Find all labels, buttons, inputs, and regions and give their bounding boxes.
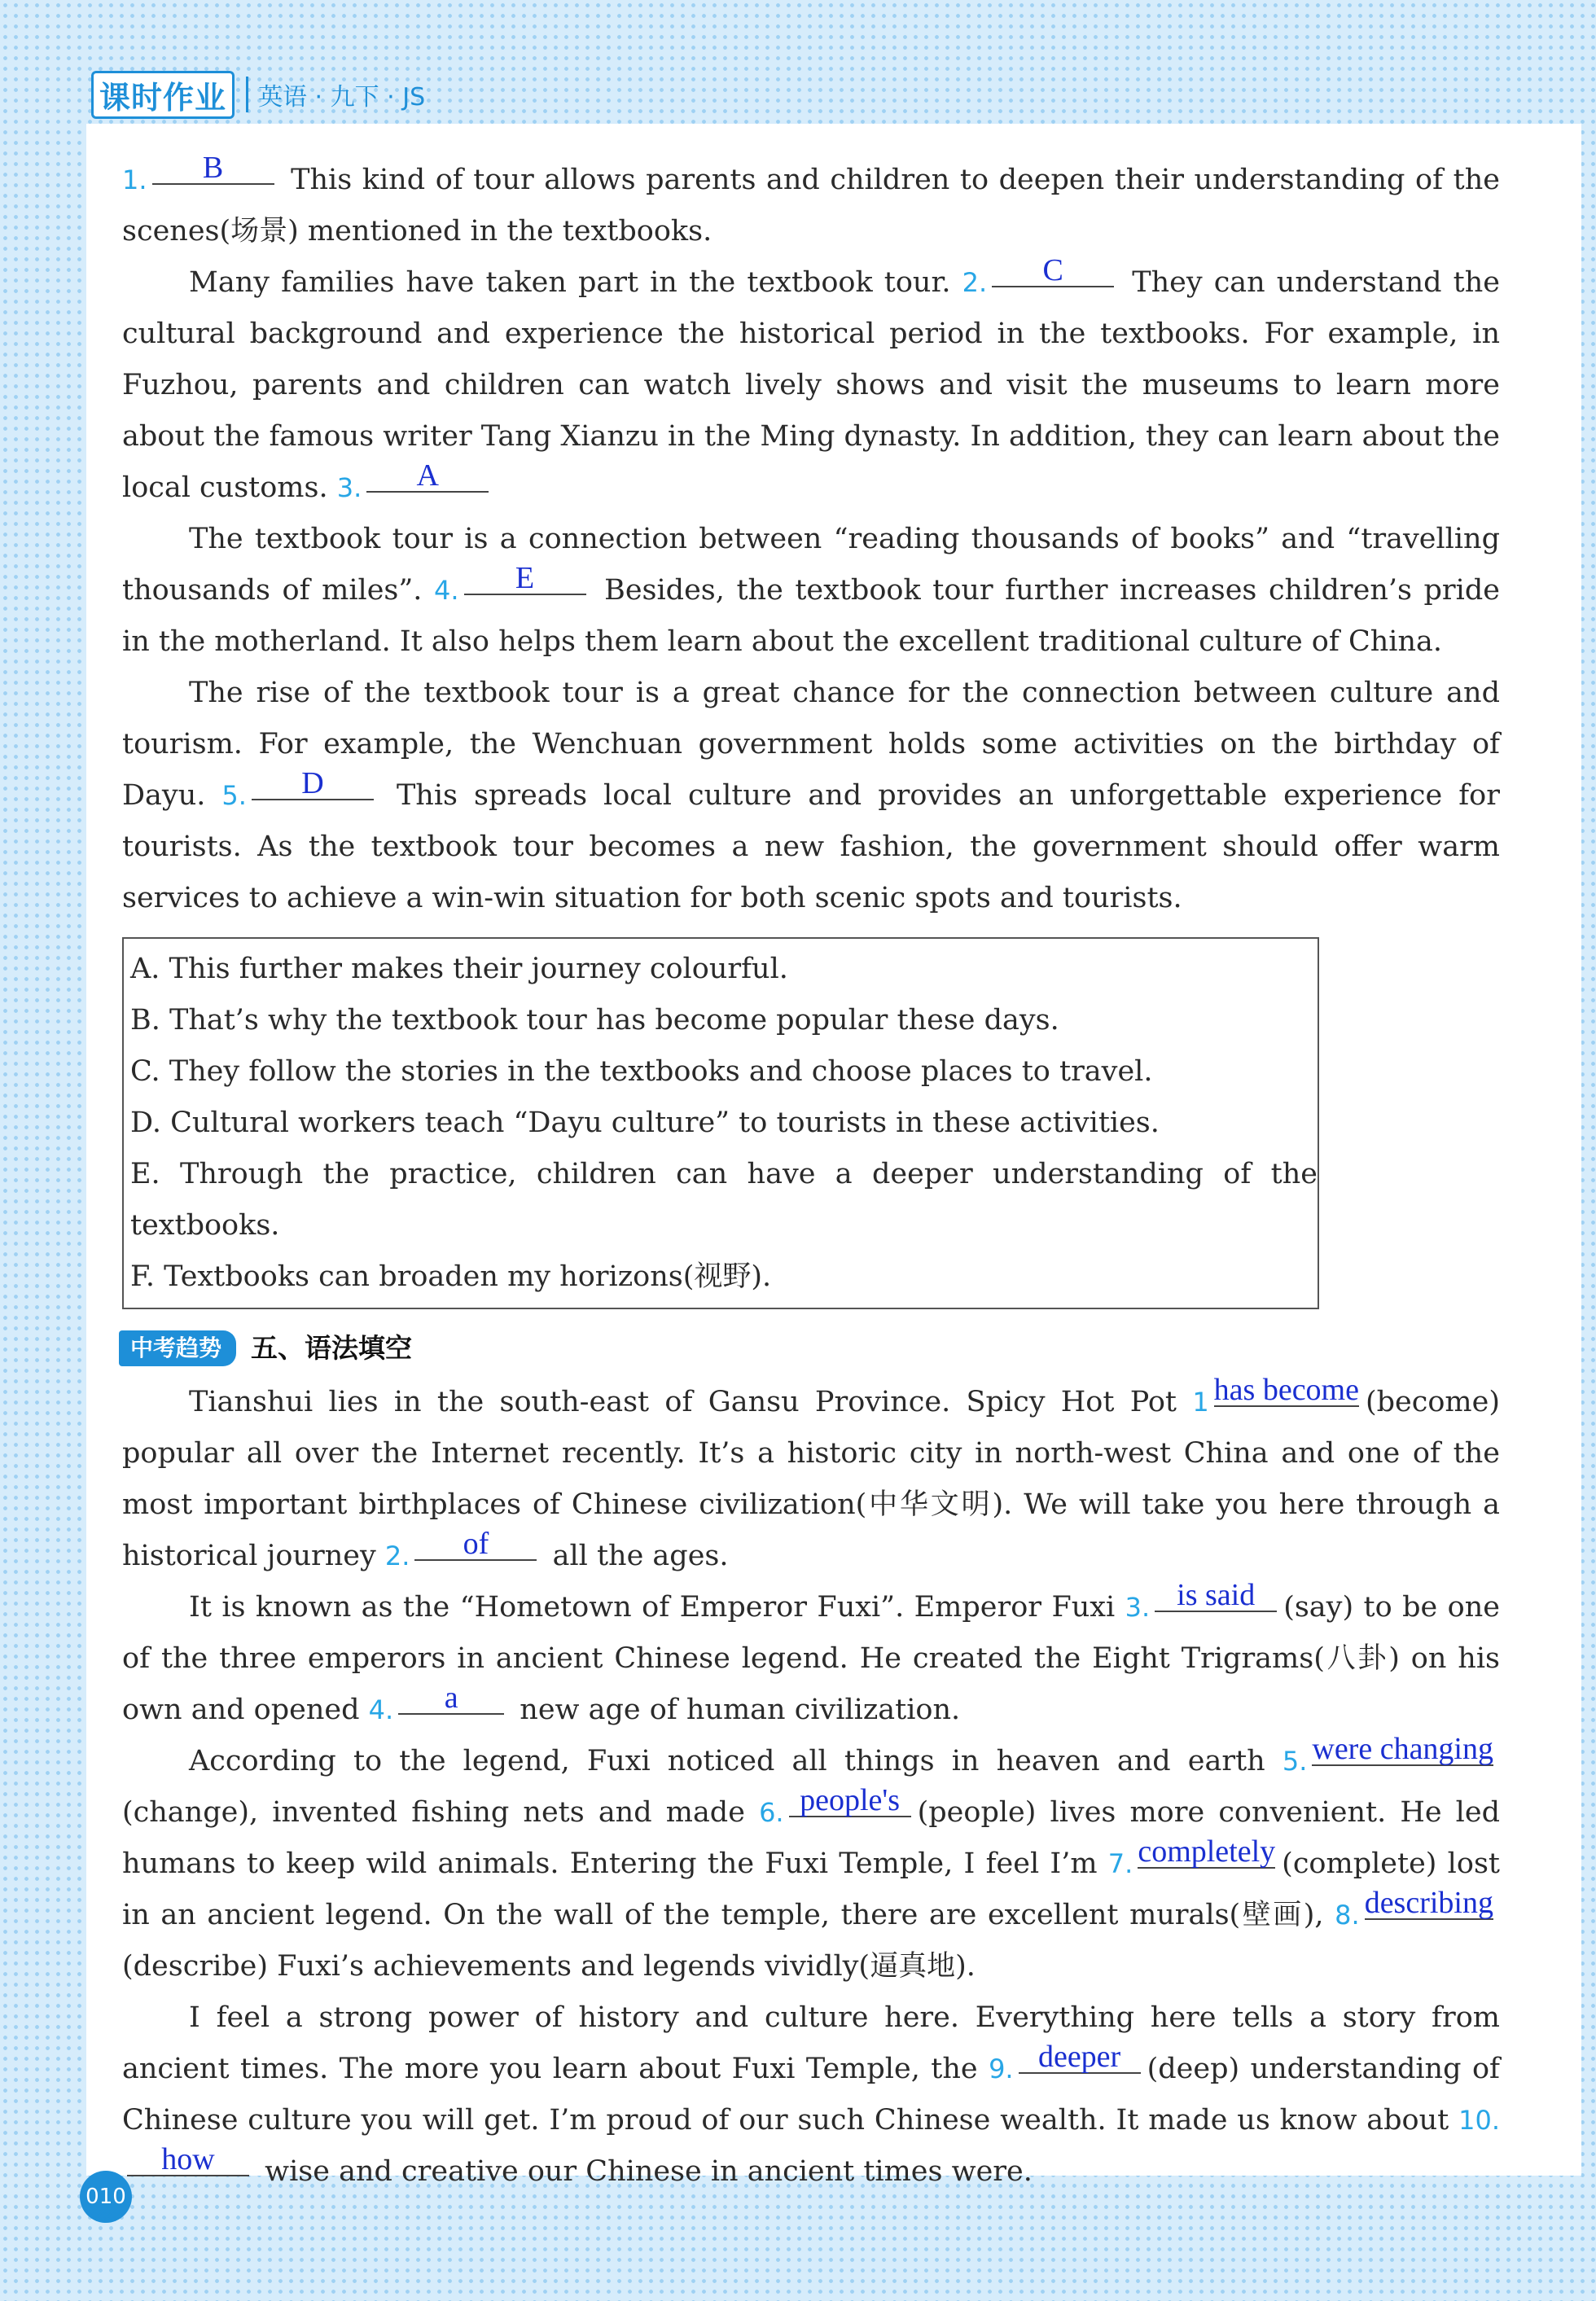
page-header <box>91 72 425 117</box>
para-text: They can understand the cultural background and experience the historical period in the textbooks. For example, in Fuzhou, parents and children can watch lively shows and visit the museums to learn more about the famous writer Tang Xianzu in the Ming dynasty. In addition, they can learn about the local customs. <box>122 266 1500 504</box>
para-text: wise and creative our Chinese in ancient times were. <box>265 2155 1033 2188</box>
para-text: all the ages. <box>552 1540 729 1572</box>
question-number: 2. <box>384 1541 410 1571</box>
question-number: 1 <box>1192 1387 1209 1418</box>
question-number: 9. <box>989 2053 1014 2084</box>
para-text: Tianshui lies in the south-east of Gansu Province. Spicy Hot Pot <box>189 1386 1177 1418</box>
grammar-blank-5[interactable]: were changing <box>1312 1732 1493 1766</box>
question-number: 7. <box>1107 1848 1133 1879</box>
section5-title: 五、语法填空 <box>251 1332 413 1364</box>
brand-logo: 课时作业 <box>91 71 235 119</box>
section5-para4 <box>122 1992 1500 2198</box>
grammar-blank-8[interactable]: describing <box>1364 1886 1493 1920</box>
passage1-para3 <box>122 514 1500 668</box>
question-number: 5. <box>221 780 247 811</box>
question-number: 10. <box>1458 2105 1500 2136</box>
question-number: 6. <box>759 1797 784 1828</box>
answer-blank-2[interactable]: C <box>992 255 1114 287</box>
grammar-blank-10[interactable]: how <box>127 2144 249 2176</box>
option-a: A. This further makes their journey colourful. <box>130 953 788 985</box>
book-subtitle: 英语 · 九下 · JS <box>246 77 425 112</box>
para-text: (become) popular all over the Internet recently. It’s a historic city in north-west China and one of the most important birthplaces of Chinese civilization(中华文明). We will take you here through a historical journey <box>122 1386 1500 1572</box>
option-f: F. Textbooks can broaden my horizons(视野). <box>130 1260 772 1293</box>
grammar-blank-9[interactable]: deeper <box>1019 2041 1141 2074</box>
option-b: B. That’s why the textbook tour has become popular these days. <box>130 1004 1059 1037</box>
page-content <box>122 151 1500 2198</box>
question-number: 4. <box>368 1694 394 1725</box>
grammar-blank-2[interactable]: of <box>414 1528 537 1561</box>
grammar-blank-6[interactable]: people's <box>789 1785 911 1817</box>
para-text: (complete) lost in an ancient legend. On the wall of the temple, there are excellent murals(壁画), <box>122 1847 1500 1931</box>
para-text: (people) lives more convenient. He led humans to keep wild animals. Entering the Fuxi Temple, I feel I’m <box>122 1796 1500 1880</box>
passage1-para4 <box>122 668 1500 924</box>
answer-blank-5[interactable]: D <box>252 768 374 800</box>
para-text: This spreads local culture and provides an unforgettable experience for tourists. As the textbook tour becomes a new fashion, the government should offer warm services to achieve a win-win situation for both scenic spots and tourists. <box>122 779 1500 914</box>
para-text: According to the legend, Fuxi noticed all things in heaven and earth <box>189 1745 1265 1777</box>
question-number: 1. <box>122 164 147 195</box>
exam-trend-tag: 中考趋势 <box>119 1330 236 1366</box>
question-number: 5. <box>1282 1746 1308 1777</box>
para-text: The rise of the textbook tour is a great chance for the connection between culture and tourism. For example, the Wenchuan government holds some activities on the birthday of Dayu. <box>122 677 1500 812</box>
para-text: new age of human civilization. <box>520 1694 961 1726</box>
question-number: 8. <box>1335 1900 1360 1931</box>
grammar-blank-4[interactable]: a <box>398 1682 504 1715</box>
passage1-para2 <box>122 253 1500 514</box>
para-text: (say) to be one of the three emperors in ancient Chinese legend. He created the Eight Trigrams(八卦) on his own and opened <box>122 1591 1500 1726</box>
para-text: The textbook tour is a connection between “reading thousands of books” and “travelling thousands of miles”. <box>122 523 1500 607</box>
grammar-blank-3[interactable]: is said <box>1155 1580 1277 1612</box>
section5-para1 <box>122 1373 1500 1582</box>
answer-blank-1[interactable]: B <box>152 152 274 185</box>
para-text: (describe) Fuxi’s achievements and legends vividly(逼真地). <box>122 1950 976 1983</box>
para-text: I feel a strong power of history and culture here. Everything here tells a story from ancient times. The more you learn about Fuxi Temple, the <box>122 2001 1500 2085</box>
para-text: This kind of tour allows parents and children to deepen their understanding of the scenes(场景) mentioned in the textbooks. <box>122 164 1500 248</box>
section5-header <box>119 1322 1500 1374</box>
para-text: It is known as the “Hometown of Emperor Fuxi”. Emperor Fuxi <box>189 1591 1116 1624</box>
section5-para2 <box>122 1578 1500 1736</box>
option-e: E. Through the practice, children can have a deeper understanding of the textbooks. <box>130 1158 1318 1242</box>
grammar-blank-1[interactable]: has become <box>1213 1373 1359 1407</box>
para-text: Besides, the textbook tour further increases children’s pride in the motherland. It also helps them learn about the excellent traditional culture of China. <box>122 574 1500 658</box>
passage1-para1 <box>122 151 1500 257</box>
question-number: 4. <box>433 575 459 606</box>
para-text: (change), invented fishing nets and made <box>122 1796 745 1829</box>
page-number-badge: 010 <box>80 2171 132 2223</box>
section5-para3 <box>122 1732 1500 1992</box>
answer-blank-4[interactable]: E <box>464 563 586 595</box>
para-text: (deep) understanding of Chinese culture you will get. I’m proud of our such Chinese wealth. It made us know about <box>122 2053 1500 2137</box>
question-number: 3. <box>336 472 362 503</box>
answer-blank-3[interactable]: A <box>366 460 489 493</box>
options-box <box>122 937 1319 1309</box>
grammar-blank-7[interactable]: completely <box>1138 1834 1276 1869</box>
option-c: C. They follow the stories in the textbooks and choose places to travel. <box>130 1055 1153 1088</box>
option-d: D. Cultural workers teach “Dayu culture” to tourists in these activities. <box>130 1107 1160 1139</box>
para-text: Many families have taken part in the textbook tour. <box>189 266 951 299</box>
question-number: 2. <box>962 267 988 298</box>
question-number: 3. <box>1125 1592 1151 1623</box>
